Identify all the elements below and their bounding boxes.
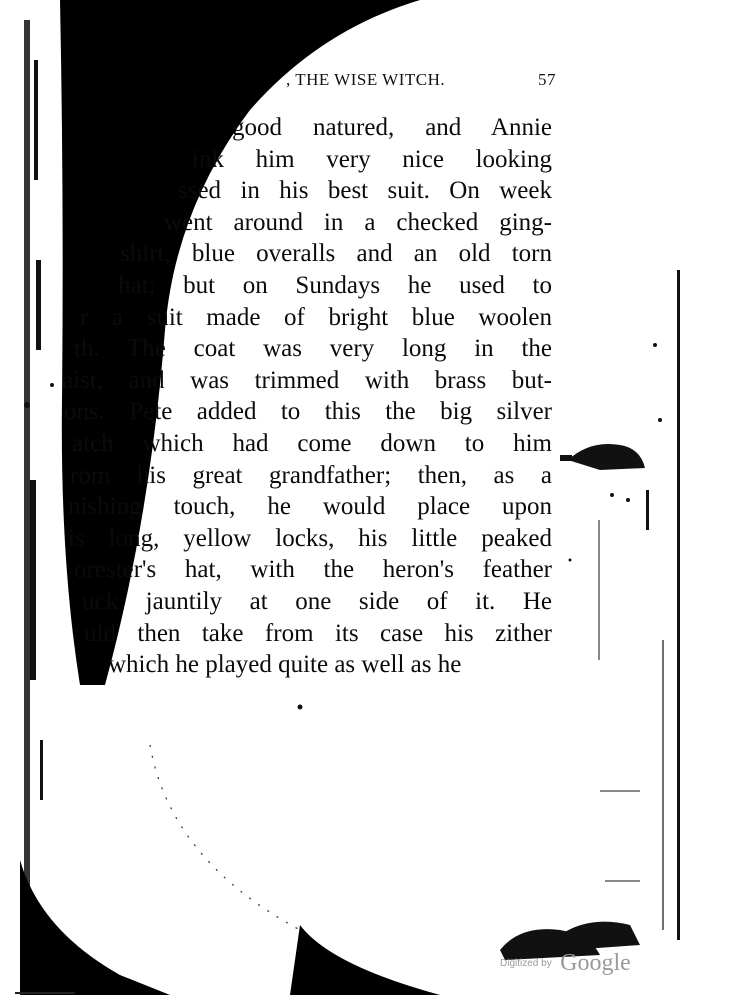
left-edge-noise (24, 20, 54, 980)
text-line: aist, and was trimmed with brass but- (62, 366, 552, 394)
digitized-by-google-watermark (500, 950, 631, 977)
text-line: is long, yellow locks, his little peaked (68, 524, 552, 552)
page-body-text (60, 112, 552, 681)
text-line: ons. Pete added to this the big silver (64, 398, 552, 426)
dark-shape-bottom-center (290, 925, 440, 995)
text-line: ssed in his best suit. On week (178, 177, 552, 205)
watermark-prefix: Digitized by (500, 958, 552, 969)
bottom-edge-mark (15, 992, 75, 994)
page-number: 57 (538, 70, 556, 89)
text-line: good natured, and Annie (232, 114, 552, 141)
text-line: atch which had come down to him (72, 429, 552, 457)
text-line: ink him very nice looking (192, 145, 552, 173)
text-line: uld then take from its case his zither (84, 619, 552, 647)
text-line: shirt, blue overalls and an old torn (120, 240, 552, 268)
text-line: hat; but on Sundays he used to (118, 271, 552, 299)
faded-circle-outline (150, 745, 300, 930)
dark-shape-bottom-left (20, 860, 170, 995)
right-border-line (677, 270, 680, 940)
text-line: rom his great grandfather; then, as a (70, 461, 552, 489)
text-line: which he played quite as well as he (108, 651, 462, 679)
text-line: nishing touch, he would place upon (68, 493, 552, 521)
running-title: , THE WISE WITCH. (286, 70, 446, 89)
google-logo-text: Google (560, 950, 631, 976)
text-line: th. The coat was very long in the (74, 335, 552, 363)
text-line: r a suit made of bright blue woolen (80, 303, 552, 331)
text-line: went around in a checked ging- (164, 208, 552, 236)
text-line: orester's hat, with the heron's feather (74, 556, 552, 584)
text-line: uck jauntily at one side of it. He (82, 587, 552, 615)
